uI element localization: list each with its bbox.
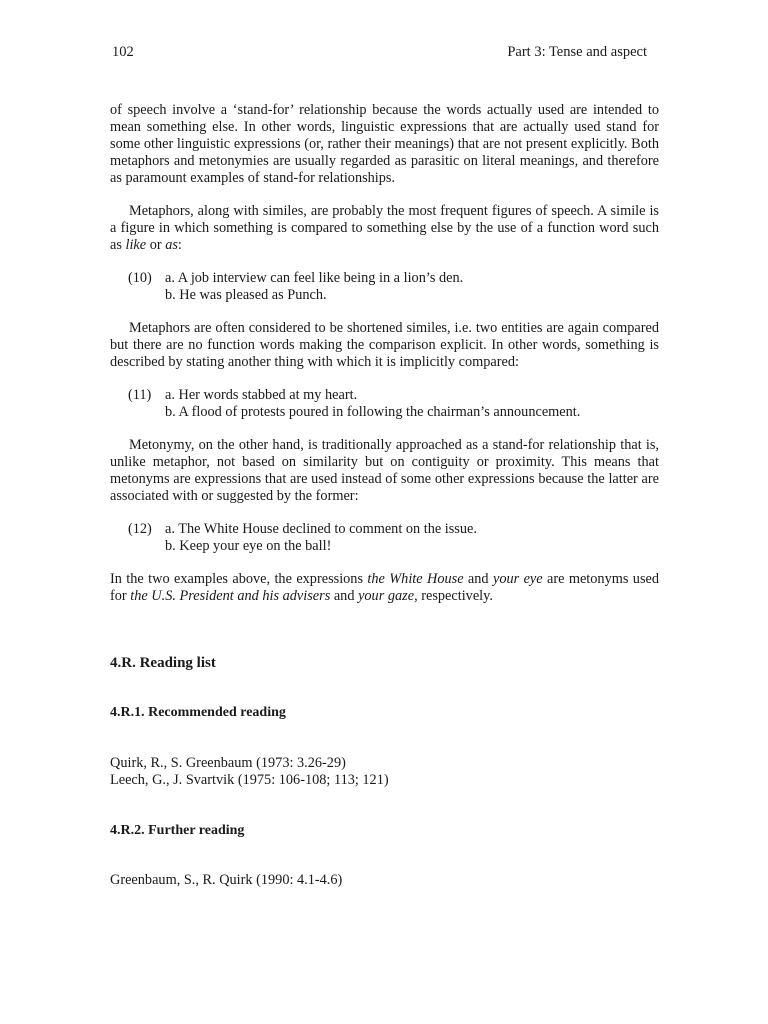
- paragraph-continuation: of speech involve a ‘stand-for’ relationship because the words actually used are intended to mean something else. In other words, linguistic expressions that are actually used stand for some other linguistic expressions (or, rather their meanings) that are not present explicitly. Both metaphors and metonymies are usually regarded as parasitic on literal meanings, and therefore as paramount examples of stand-for relationships.: [110, 102, 659, 186]
- paragraph-text: and: [463, 571, 493, 587]
- section-heading: 4.R. Reading list: [110, 655, 216, 671]
- paragraph-similes: [110, 203, 659, 254]
- page-header: [112, 44, 647, 61]
- example-line: a. The White House declined to comment on the issue.: [165, 521, 477, 537]
- paragraph-text: and: [330, 588, 359, 604]
- example-line: a. Her words stabbed at my heart.: [165, 387, 358, 403]
- paragraph-text: are metonyms used for: [110, 571, 659, 604]
- example-line: b. Keep your eye on the ball!: [165, 538, 332, 554]
- italic-term: your gaze: [358, 588, 415, 604]
- paragraph-metaphors: Metaphors are often considered to be shortened similes, i.e. two entities are again compared but there are no function words making the comparison explicit. In other words, something is described by stating another thing with which it is implicitly compared:: [110, 320, 659, 370]
- italic-term: like: [125, 237, 147, 253]
- running-title: Part 3: Tense and aspect: [507, 44, 647, 60]
- paragraph-text: In the two examples above, the expressions: [110, 571, 368, 587]
- page-number: 102: [112, 44, 134, 60]
- example-11: [110, 387, 659, 421]
- reference-entry: Greenbaum, S., R. Quirk (1990: 4.1-4.6): [110, 872, 343, 888]
- italic-term: as: [165, 237, 178, 253]
- subsection-heading: 4.R.1. Recommended reading: [110, 705, 286, 720]
- example-number: (10): [128, 270, 152, 286]
- reference-entry: Leech, G., J. Svartvik (1975: 106-108; 113; 121): [110, 772, 389, 788]
- paragraph-text: or: [146, 237, 166, 253]
- italic-term: your eye: [492, 571, 543, 587]
- page-body: [110, 102, 659, 889]
- paragraph-metonymy: Metonymy, on the other hand, is traditionally approached as a stand-for relationship that is, unlike metaphor, not based on similarity but on contiguity or proximity. This means that metonyms are expressions that are used instead of some other expressions because the latter are associated with or suggested by the former:: [110, 437, 659, 504]
- example-12: [110, 521, 659, 555]
- reference-entry: Quirk, R., S. Greenbaum (1973: 3.26-29): [110, 755, 346, 771]
- paragraph-text: Metaphors, along with similes, are probably the most frequent figures of speech. A simile is a figure in which something is compared to something else by the use of a function word such as: [110, 203, 659, 253]
- example-number: (12): [128, 521, 152, 537]
- italic-term: the White House: [367, 571, 464, 587]
- paragraph-summary: [110, 571, 659, 605]
- paragraph-text: :: [177, 237, 182, 253]
- example-number: (11): [128, 387, 152, 403]
- paragraph-text: , respectively.: [414, 588, 493, 604]
- example-line: b. He was pleased as Punch.: [165, 287, 327, 303]
- italic-term: the U.S. President and his advisers: [130, 588, 331, 604]
- example-line: a. A job interview can feel like being in a lion’s den.: [165, 270, 464, 286]
- example-10: [110, 270, 659, 304]
- example-line: b. A flood of protests poured in following the chairman’s announcement.: [165, 404, 581, 420]
- subsection-heading: 4.R.2. Further reading: [110, 823, 245, 838]
